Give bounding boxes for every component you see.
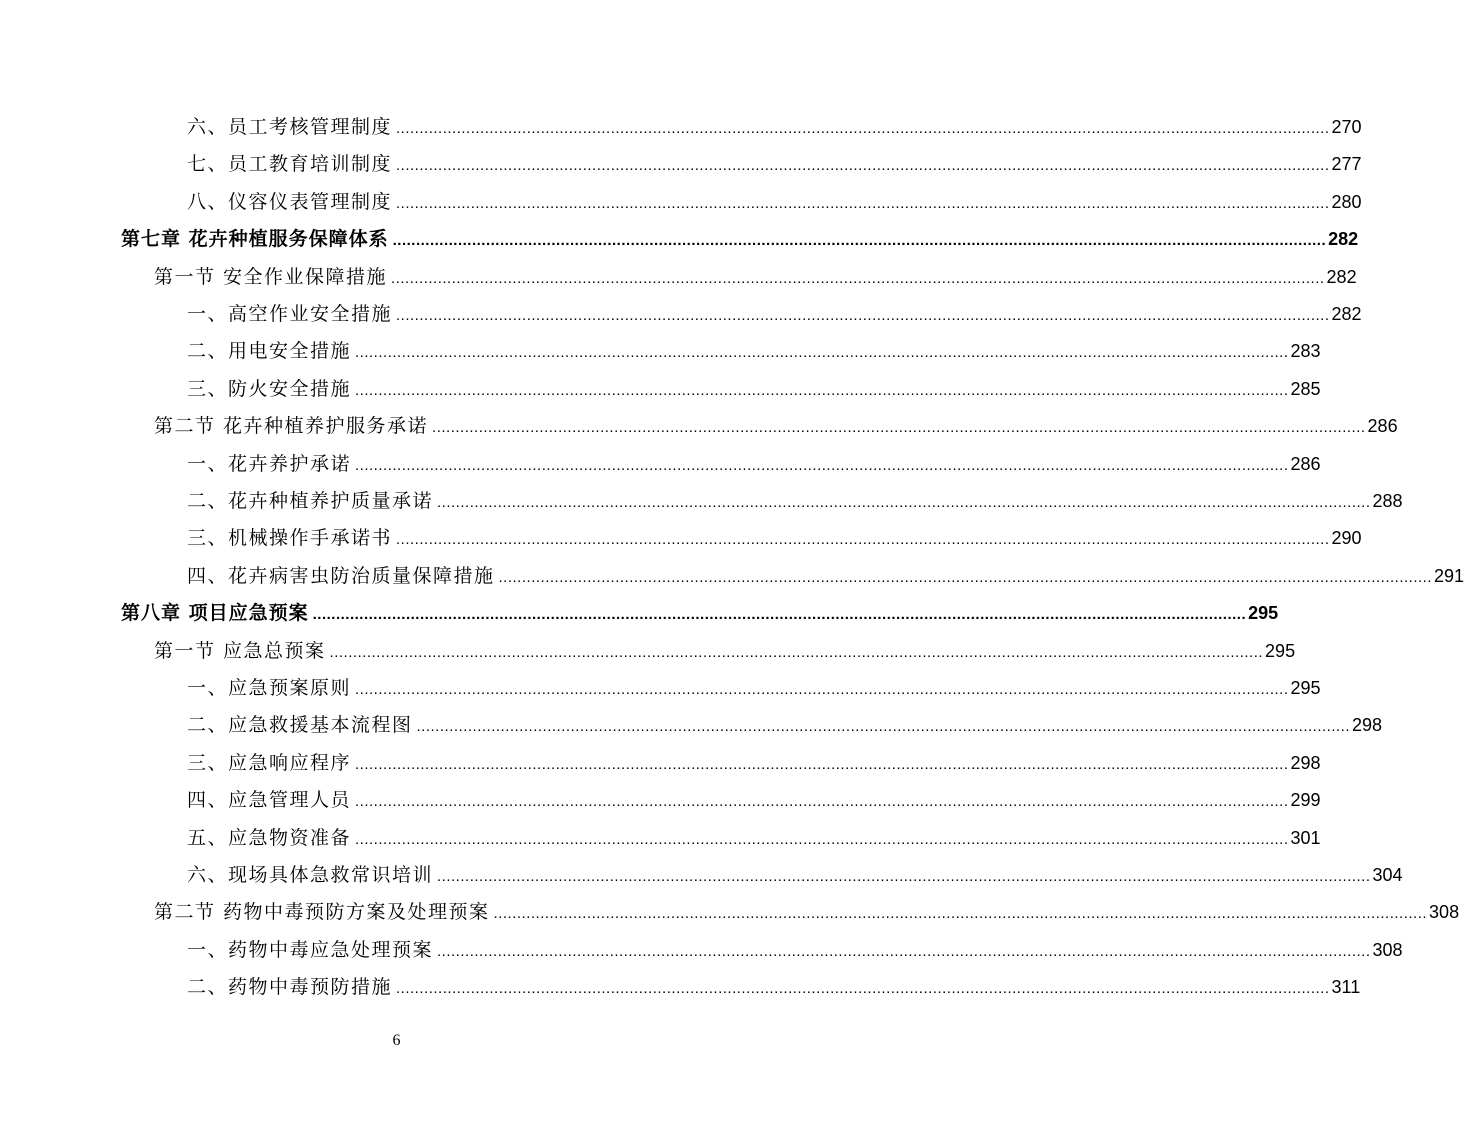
toc-entry-page: 285 — [1290, 378, 1321, 399]
toc-entry-label: 四、应急管理人员 — [187, 789, 352, 812]
toc-entry-item[interactable] — [187, 812, 1321, 849]
toc-entry-label: 四、花卉病害虫防治质量保障措施 — [187, 564, 495, 587]
toc-entry-chapter[interactable] — [121, 587, 1279, 625]
toc-entry-label: 三、机械操作手承诺书 — [187, 527, 393, 550]
dot-leader: ........................................................................................................................................................................................................ — [396, 980, 1330, 998]
toc-entry-label: 第七章 花卉种植服务保障体系 — [121, 228, 389, 251]
toc-entry-label: 二、药物中毒预防措施 — [187, 976, 393, 999]
dot-leader: ........................................................................................................................................................................................................ — [396, 157, 1330, 175]
toc-entry-item[interactable] — [187, 325, 1321, 363]
toc-entry-page: 308 — [1429, 902, 1460, 923]
toc-entry-label: 二、应急救援基本流程图 — [187, 714, 413, 737]
dot-leader: ........................................................................................................................................................................................................ — [355, 830, 1289, 848]
toc-entry-page: 270 — [1331, 117, 1362, 137]
dot-leader: ........................................................................................................................................................................................................ — [498, 568, 1433, 586]
dot-leader: ........................................................................................................................................................................................................ — [392, 232, 1327, 250]
toc-entry-item[interactable] — [187, 849, 1403, 886]
toc-entry-label: 第八章 项目应急预案 — [121, 602, 309, 625]
toc-entry-item[interactable] — [187, 438, 1321, 475]
toc-entry-label: 三、应急响应程序 — [187, 751, 352, 774]
toc-entry-label: 一、应急预案原则 — [187, 677, 352, 699]
toc-entry-page: 286 — [1290, 453, 1321, 474]
toc-entry-label: 六、现场具体急救常识培训 — [187, 864, 434, 886]
toc-entry-item[interactable] — [187, 101, 1362, 138]
toc-entry-item[interactable] — [187, 363, 1321, 400]
toc-entry-item[interactable] — [187, 924, 1403, 961]
dot-leader: ........................................................................................................................................................................................................ — [355, 344, 1289, 362]
toc-entry-label: 三、防火安全措施 — [187, 377, 352, 400]
toc-entry-label: 五、应急物资准备 — [187, 826, 352, 849]
toc-entry-page: 301 — [1290, 827, 1321, 848]
toc-entry-page: 277 — [1331, 154, 1362, 175]
toc-entry-item[interactable] — [187, 512, 1362, 550]
dot-leader: ........................................................................................................................................................................................................ — [355, 793, 1289, 811]
toc-entry-label: 八、仪容仪表管理制度 — [187, 190, 393, 213]
toc-entry-page: 283 — [1290, 341, 1321, 362]
toc-entry-page: 280 — [1331, 191, 1362, 212]
toc-entry-page: 290 — [1331, 528, 1362, 549]
toc-entry-page: 295 — [1290, 678, 1321, 698]
toc-entry-page: 298 — [1352, 715, 1383, 736]
dot-leader: ........................................................................................................................................................................................................ — [396, 120, 1330, 137]
toc-entry-page: 304 — [1372, 865, 1403, 885]
toc-entry-page: 291 — [1434, 565, 1464, 586]
toc-entry-item[interactable] — [187, 699, 1383, 737]
toc-entry-item[interactable] — [187, 288, 1362, 325]
toc-entry-label: 二、花卉种植养护质量承诺 — [187, 490, 434, 512]
dot-leader: ........................................................................................................................................................................................................ — [396, 307, 1330, 324]
toc-entry-label: 第二节 药物中毒预防方案及处理预案 — [154, 901, 490, 924]
toc-entry-item[interactable] — [187, 662, 1321, 699]
toc-entry-item[interactable] — [187, 176, 1362, 213]
toc-entry-label: 七、员工教育培训制度 — [187, 153, 393, 176]
dot-leader: ........................................................................................................................................................................................................ — [416, 718, 1351, 736]
toc-entry-page: 298 — [1290, 752, 1321, 773]
toc-entry-item[interactable] — [187, 961, 1361, 999]
dot-leader: ........................................................................................................................................................................................................ — [493, 905, 1428, 923]
dot-leader: ........................................................................................................................................................................................................ — [437, 868, 1371, 885]
toc-entry-page: 311 — [1331, 977, 1361, 998]
toc-entry-item[interactable] — [187, 138, 1362, 176]
toc-entry-section[interactable] — [154, 251, 1357, 288]
toc-entry-page: 295 — [1248, 603, 1279, 624]
dot-leader: ........................................................................................................................................................................................................ — [396, 531, 1330, 549]
dot-leader: ........................................................................................................................................................................................................ — [355, 381, 1289, 399]
toc-entry-page: 282 — [1326, 266, 1357, 287]
toc-entry-item[interactable] — [187, 737, 1321, 774]
toc-entry-label: 第一节 应急总预案 — [154, 639, 326, 662]
toc-entry-section[interactable] — [154, 400, 1398, 438]
dot-leader: ........................................................................................................................................................................................................ — [432, 419, 1366, 437]
toc-entry-item[interactable] — [187, 774, 1321, 812]
toc-entry-section[interactable] — [154, 886, 1460, 924]
toc-entry-page: 282 — [1328, 229, 1359, 250]
toc-entry-page: 282 — [1331, 304, 1362, 324]
toc-entry-page: 286 — [1367, 416, 1398, 437]
toc-entry-label: 六、员工考核管理制度 — [187, 116, 393, 138]
toc-entry-label: 第二节 花卉种植养护服务承诺 — [154, 415, 429, 438]
toc-entry-label: 第一节 安全作业保障措施 — [154, 265, 388, 288]
toc-entry-item[interactable] — [187, 475, 1403, 512]
dot-leader: ........................................................................................................................................................................................................ — [391, 269, 1325, 287]
toc-entry-item[interactable] — [187, 550, 1464, 587]
dot-leader: ........................................................................................................................................................................................................ — [437, 494, 1371, 511]
toc-entry-section[interactable] — [154, 625, 1296, 662]
dot-leader: ........................................................................................................................................................................................................ — [312, 606, 1247, 624]
toc-entry-label: 一、药物中毒应急处理预案 — [187, 938, 434, 961]
toc-entry-label: 一、花卉养护承诺 — [187, 452, 352, 475]
dot-leader: ........................................................................................................................................................................................................ — [355, 755, 1289, 773]
toc-entry-page: 295 — [1265, 640, 1296, 661]
dot-leader: ........................................................................................................................................................................................................ — [355, 681, 1289, 698]
toc-entry-page: 288 — [1372, 491, 1403, 511]
toc-entry-page: 308 — [1372, 939, 1403, 960]
dot-leader: ........................................................................................................................................................................................................ — [329, 643, 1264, 661]
page-number: 6 — [392, 1032, 401, 1049]
toc-entry-label: 二、用电安全措施 — [187, 340, 352, 363]
dot-leader: ........................................................................................................................................................................................................ — [396, 194, 1330, 212]
toc-entry-label: 一、高空作业安全措施 — [187, 303, 393, 325]
toc-entry-chapter[interactable] — [121, 213, 1359, 251]
dot-leader: ........................................................................................................................................................................................................ — [355, 456, 1289, 474]
dot-leader: ........................................................................................................................................................................................................ — [437, 942, 1371, 960]
toc-entry-page: 299 — [1290, 790, 1321, 811]
